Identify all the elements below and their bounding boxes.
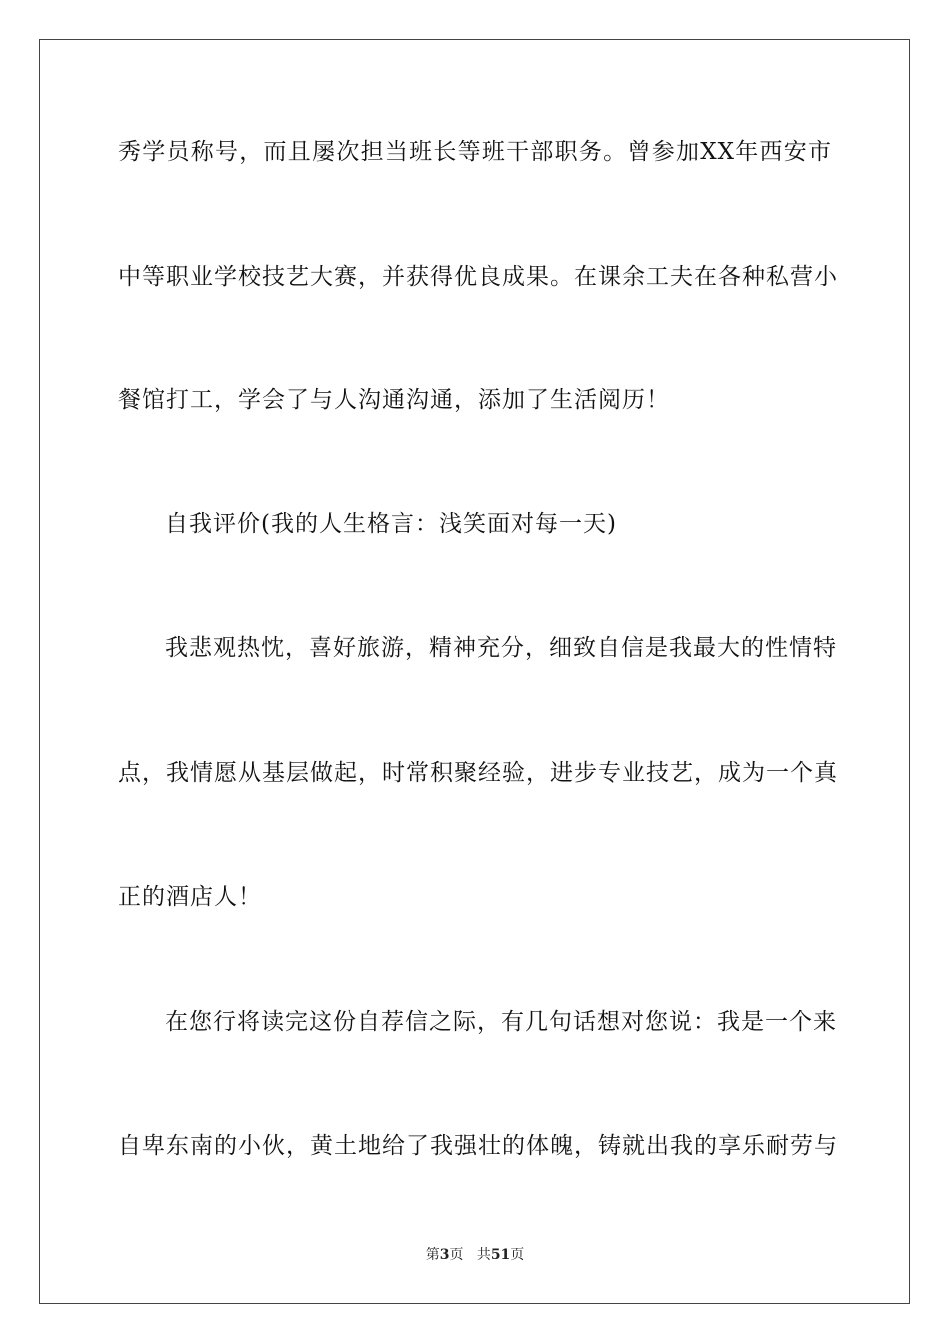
body-line-3: 餐馆打工，学会了与人沟通沟通，添加了生活阅历！ — [118, 387, 670, 413]
page-footer — [0, 1245, 950, 1265]
footer-page-prefix: 第 — [425, 1247, 440, 1263]
footer-total-suffix: 页 — [510, 1247, 525, 1263]
body-line-1: 秀学员称号，而且屡次担当班长等班干部职务。曾参加XX年西安市 — [118, 139, 832, 165]
footer-total-prefix: 共 — [476, 1247, 491, 1263]
body-line-9: 自卑东南的小伙，黄土地给了我强壮的体魄，铸就出我的享乐耐劳与 — [118, 1133, 838, 1159]
section-heading: 自我评价(我的人生格言：浅笑面对每一天) — [165, 511, 617, 537]
body-line-6: 点，我情愿从基层做起，时常积聚经验，进步专业技艺，成为一个真 — [118, 760, 838, 786]
body-line-8: 在您行将读完这份自荐信之际，有几句话想对您说：我是一个来 — [165, 1009, 837, 1035]
body-line-5: 我悲观热忱，喜好旅游，精神充分，细致自信是我最大的性情特 — [165, 635, 837, 661]
footer-total-number: 51 — [490, 1247, 511, 1263]
page-frame — [39, 39, 910, 1304]
body-line-2: 中等职业学校技艺大赛，并获得优良成果。在课余工夫在各种私营小 — [118, 264, 838, 290]
footer-page-suffix: 页 — [449, 1247, 464, 1263]
footer-page-number: 3 — [439, 1247, 450, 1263]
body-line-7: 正的酒店人！ — [118, 884, 262, 910]
